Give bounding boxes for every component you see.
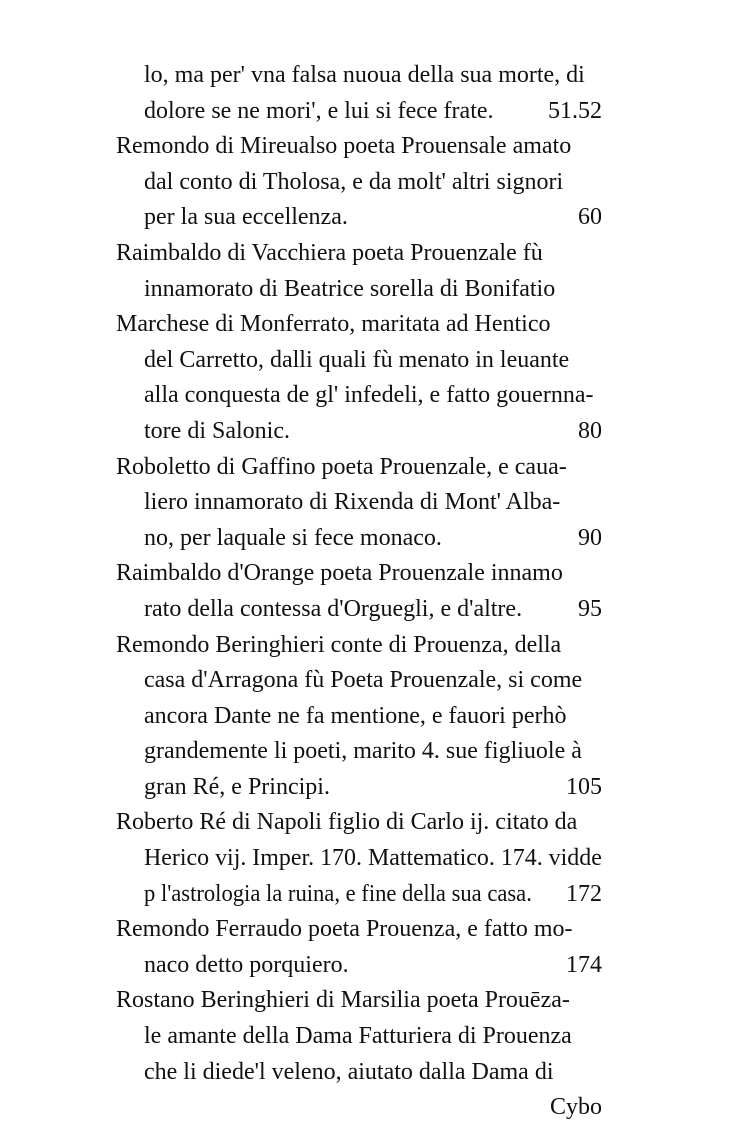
index-entry-line [116, 521, 602, 557]
entry-text: gran Ré, e Principi. [144, 773, 330, 800]
index-entry-line [116, 877, 602, 913]
index-entry-line [116, 556, 602, 592]
page-reference: 90 [578, 524, 602, 551]
index-entry-line [116, 450, 602, 486]
entry-text: liero innamorato di Rixenda di Mont' Alba- [144, 489, 561, 516]
index-entry-line [116, 94, 602, 130]
entry-text: per la sua eccellenza. [144, 204, 348, 231]
index-entry-line [116, 1055, 602, 1091]
page-reference: 174 [566, 951, 602, 978]
index-entry-line [116, 948, 602, 984]
index-entry-line [116, 272, 602, 308]
index-entry-line [116, 200, 602, 236]
entry-text: lo, ma per' vna falsa nuoua della sua morte, di [144, 62, 585, 88]
index-entry-line [116, 912, 602, 948]
entry-text: naco detto porquiero. [144, 951, 349, 978]
entry-text: dolore se ne mori', e lui si fece frate. [144, 97, 494, 124]
page-reference: 60 [578, 204, 602, 231]
entry-text: ancora Dante ne fa mentione, e fauori perhò [144, 702, 567, 729]
entry-text: Raimbaldo di Vacchiera poeta Prouenzale fù [116, 239, 543, 266]
page-reference: 172 [566, 880, 602, 907]
entry-text: Raimbaldo d'Orange poeta Prouenzale innamo [116, 560, 563, 587]
entry-text: Remondo Ferraudo poeta Prouenza, e fatto mo- [116, 916, 573, 943]
entry-text: Roboletto di Gaffino poeta Prouenzale, e caua- [116, 453, 567, 480]
index-entry-line [116, 378, 602, 414]
index-entry-line [116, 734, 602, 770]
entry-text: casa d'Arragona fù Poeta Prouenzale, si come [144, 667, 583, 694]
index-entry-line [116, 663, 602, 699]
entry-text: che li diede'l veleno, aiutato dalla Dama di [144, 1058, 554, 1085]
entry-text: rato della contessa d'Orguegli, e d'altre. [144, 595, 523, 622]
entry-text: innamorato di Beatrice sorella di Bonifatio [144, 275, 556, 302]
index-entry-line [116, 592, 602, 628]
entry-text: tore di Salonic. [144, 417, 290, 444]
page-reference: 80 [578, 417, 602, 444]
entry-text: p l'astrologia la ruina, e fine della sua casa. [144, 880, 532, 907]
entry-text: Roberto Ré di Napoli figlio di Carlo ij. citato da [116, 809, 578, 836]
catchword: Cybo [549, 1094, 602, 1121]
page-reference: 95 [578, 595, 602, 622]
index-entry-line [116, 129, 602, 165]
page-reference: 105 [566, 773, 602, 800]
page-reference: 51.52 [548, 97, 602, 124]
index-entry-line [116, 805, 602, 841]
index-entry-line [116, 699, 602, 735]
index-entry-line [116, 58, 602, 94]
index-entry-line [116, 485, 602, 521]
index-entry-line [116, 165, 602, 201]
index-entry-line [116, 343, 602, 379]
entry-text: no, per laquale si fece monaco. [144, 524, 442, 551]
entry-text: dal conto di Tholosa, e da molt' altri signori [144, 168, 564, 195]
entry-text: Rostano Beringhieri di Marsilia poeta Prouēza- [116, 987, 570, 1014]
index-entry-line [116, 414, 602, 450]
index-text-block [116, 58, 602, 1126]
entry-text: del Carretto, dalli quali fù menato in leuante [144, 346, 570, 373]
entry-text: Herico vij. Imper. 170. Mattematico. 174. vidde [144, 845, 602, 872]
catchword-line [116, 1090, 602, 1126]
index-entry-line [116, 841, 602, 877]
index-entry-line [116, 1019, 602, 1055]
entry-text: alla conquesta de gl' infedeli, e fatto gouernna- [144, 382, 594, 409]
index-entry-line [116, 307, 602, 343]
entry-text: le amante della Dama Fatturiera di Prouenza [144, 1023, 572, 1050]
entry-text: Remondo Beringhieri conte di Prouenza, della [116, 631, 562, 658]
entry-text: Marchese di Monferrato, maritata ad Hentico [116, 311, 551, 338]
index-entry-line [116, 236, 602, 272]
entry-text: grandemente li poeti, marito 4. sue figliuole à [144, 738, 582, 765]
index-entry-line [116, 628, 602, 664]
index-entry-line [116, 983, 602, 1019]
index-entry-line [116, 770, 602, 806]
entry-text: Remondo di Mireualso poeta Prouensale amato [116, 133, 572, 160]
